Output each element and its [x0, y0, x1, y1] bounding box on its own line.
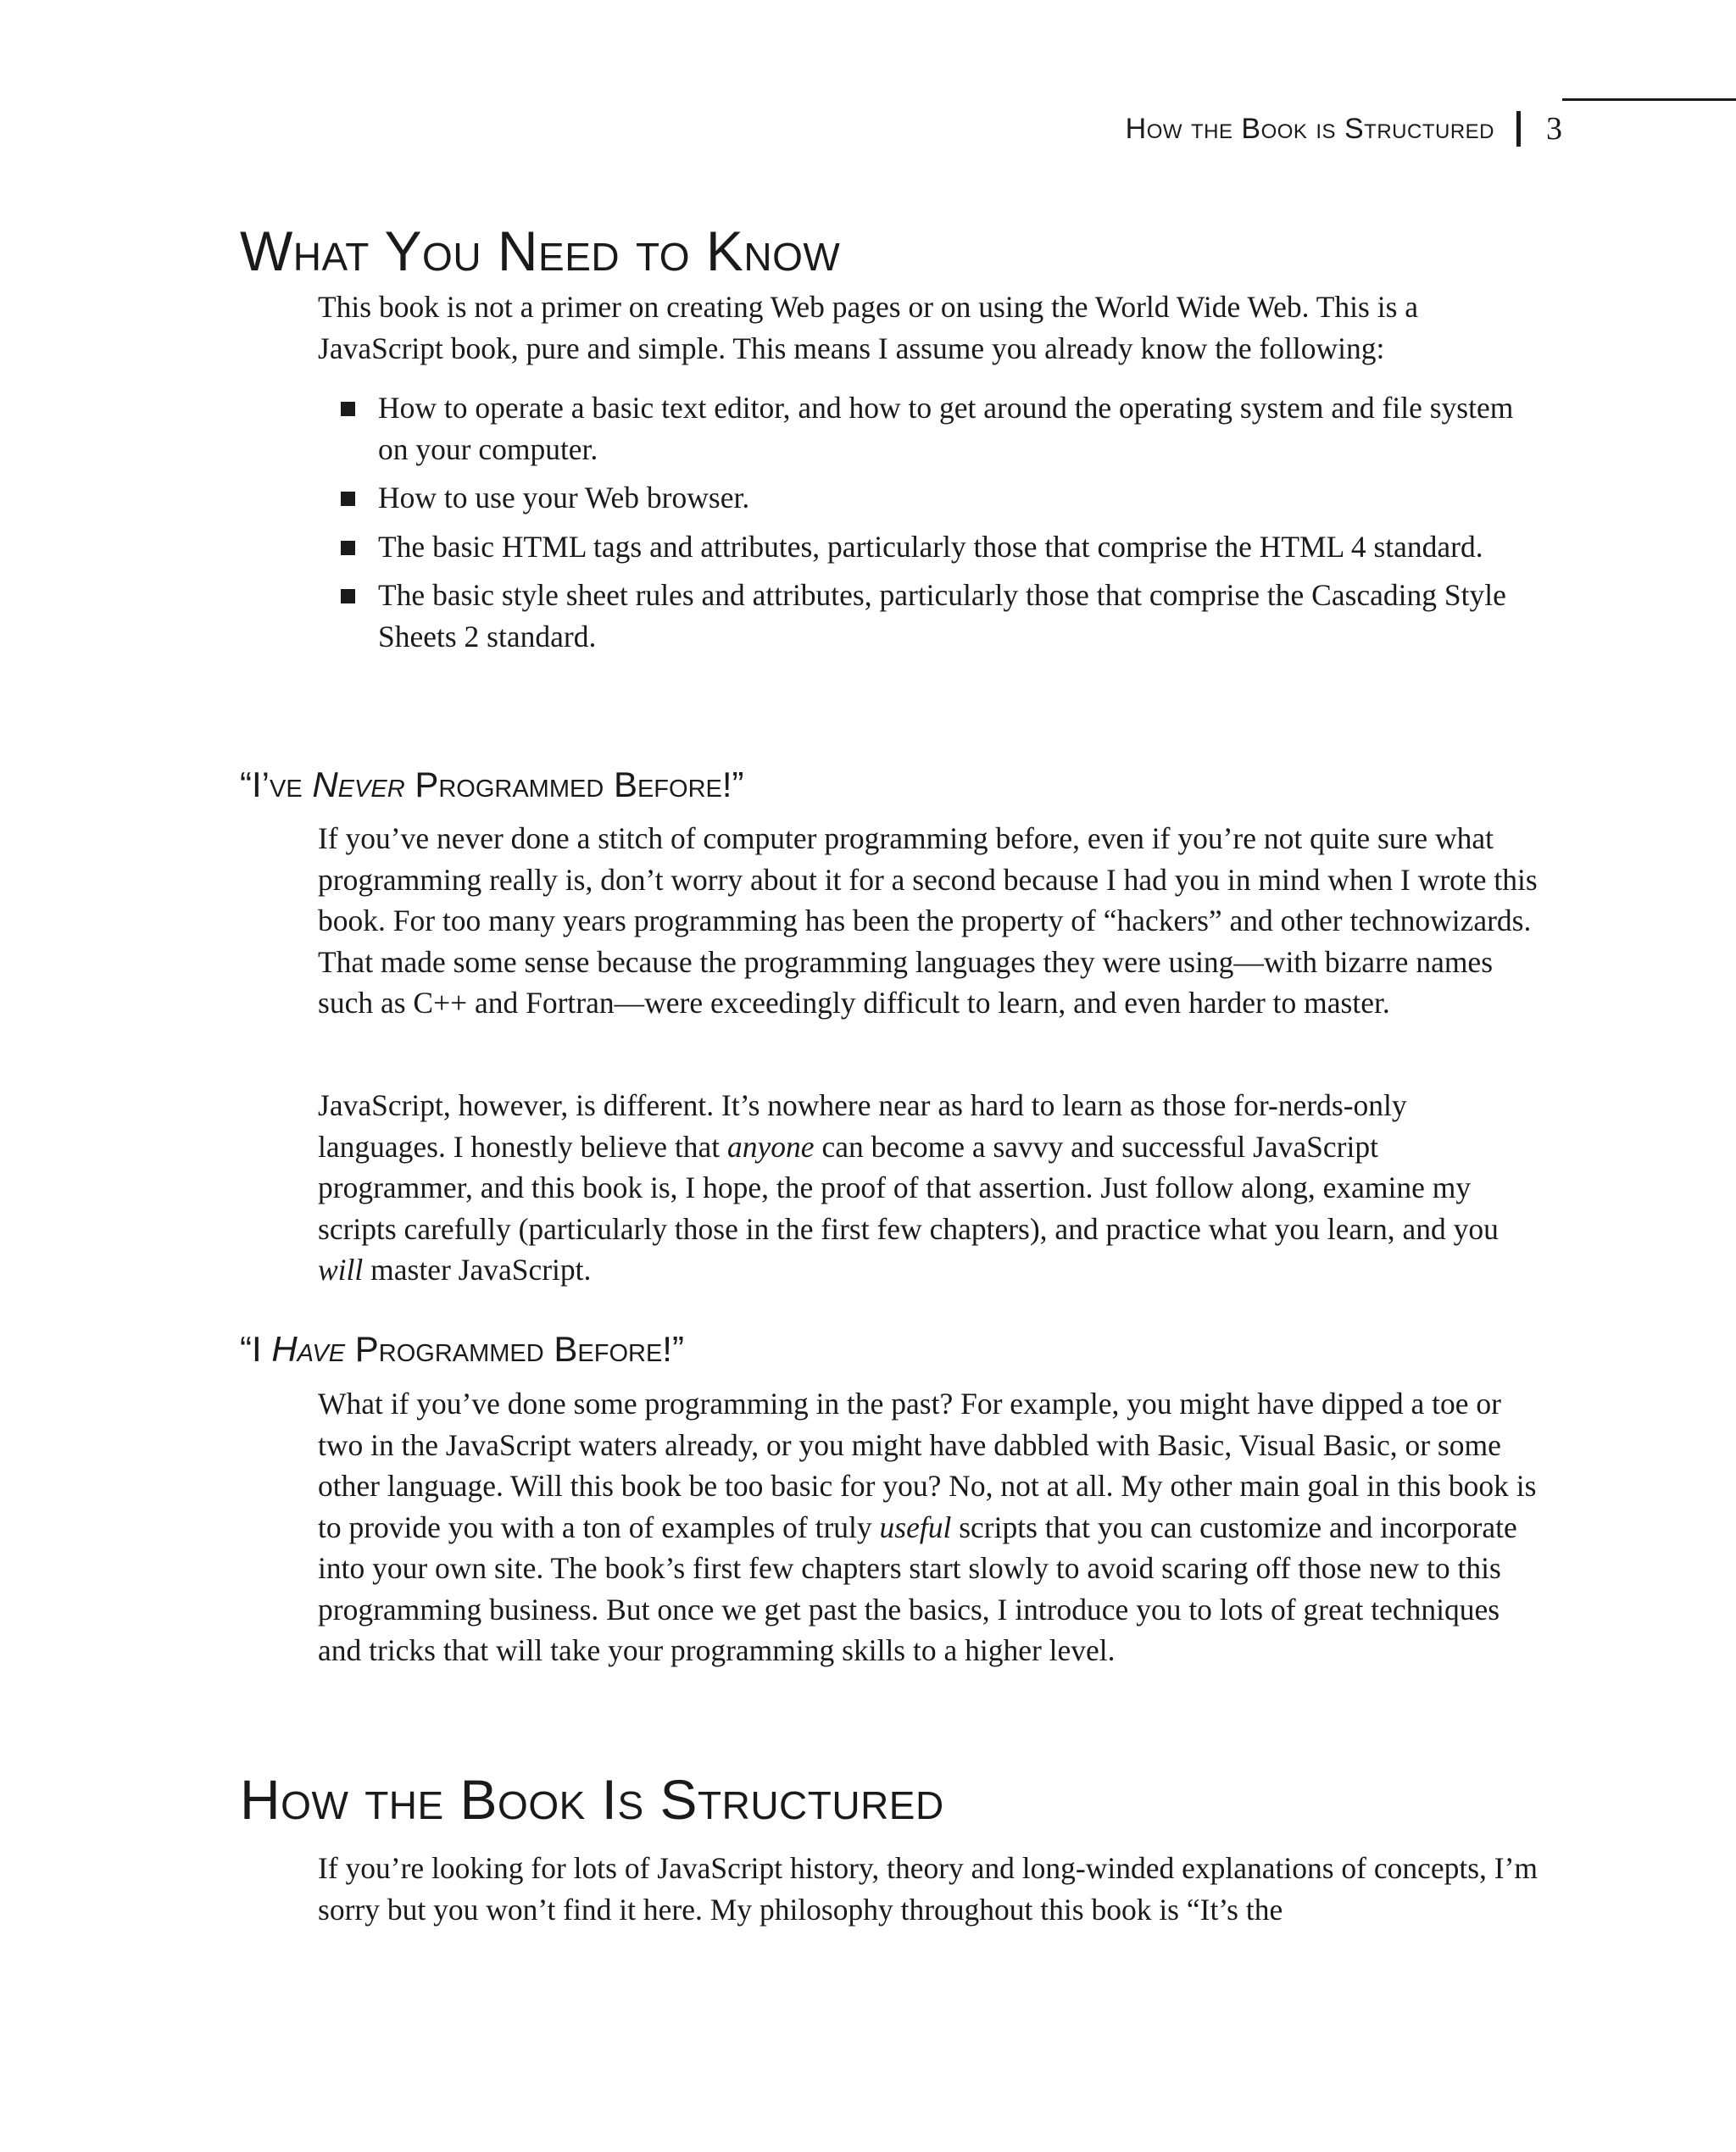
page-number: 3: [1546, 111, 1562, 147]
section-heading-book-structure: How the Book Is Structured: [240, 1768, 944, 1831]
section2-intro: If you’re looking for lots of JavaScript history, theory and long-winded explanations of concepts, I’m sorry but you won’t find it here. My philosophy throughout this book is “It’s the: [318, 1851, 1538, 1927]
header-rule-vertical: [1516, 111, 1521, 147]
requirements-list: [339, 387, 1543, 665]
list-item: The basic style sheet rules and attributes, particularly those that comprise the Cascading Style Sheets 2 standard.: [339, 575, 1543, 657]
have-paragraph: What if you’ve done some programming in the past? For example, you might have dipped a toe or two in the JavaScript waters already, or you might have dabbled with Basic, Visual Basic, or some other language. Will this book be too basic for you? No, not at all. My other main goal in this book is to provide you with a ton of examples of truly useful scripts that you can customize and incorporate into your own site. The book’s first few chapters start slowly to avoid scaring off those new to this programming business. But once we get past the basics, I introduce you to lots of great techniques and tricks that will take your programming skills to a higher level.: [318, 1387, 1537, 1667]
section1-intro: This book is not a primer on creating Web pages or on using the World Wide Web. This is a JavaScript book, pure and simple. This means I assume you already know the following:: [318, 290, 1419, 365]
never-paragraph-1: If you’ve never done a stitch of computer programming before, even if you’re not quite sure what programming really is, don’t worry about it for a second because I had you in mind when I wrote this book. For too many years programming has been the property of “hackers” and other technowizards. That made some sense because the programming languages they were using—with bizarre names such as C++ and Fortran—were exceedingly difficult to learn, and even harder to master.: [318, 821, 1538, 1020]
never-paragraph-2: JavaScript, however, is different. It’s nowhere near as hard to learn as those for-nerds-only languages. I honestly believe that anyone can become a savvy and successful JavaScript programmer, and this book is, I hope, the proof of that assertion. Just follow along, examine my scripts carefully (particularly those in the first few chapters), and practice what you learn, and you will master JavaScript.: [318, 1088, 1499, 1287]
square-bullet-icon: [341, 589, 355, 603]
square-bullet-icon: [341, 402, 355, 416]
header-rule-top: [1562, 98, 1736, 101]
list-item: How to operate a basic text editor, and how to get around the operating system and file system on your computer.: [339, 387, 1543, 470]
running-header-title: How the Book is Structured: [1125, 112, 1494, 145]
subsection-heading-have: “I Have Programmed Before!”: [240, 1329, 684, 1369]
square-bullet-icon: [341, 541, 355, 555]
list-item: The basic HTML tags and attributes, particularly those that comprise the HTML 4 standard.: [339, 526, 1543, 568]
running-header: [1126, 103, 1562, 154]
subsection-heading-never: “I’ve Never Programmed Before!”: [240, 765, 744, 804]
list-item: How to use your Web browser.: [339, 477, 1543, 519]
square-bullet-icon: [341, 492, 355, 506]
section-heading-what-you-need: What You Need to Know: [240, 220, 841, 282]
